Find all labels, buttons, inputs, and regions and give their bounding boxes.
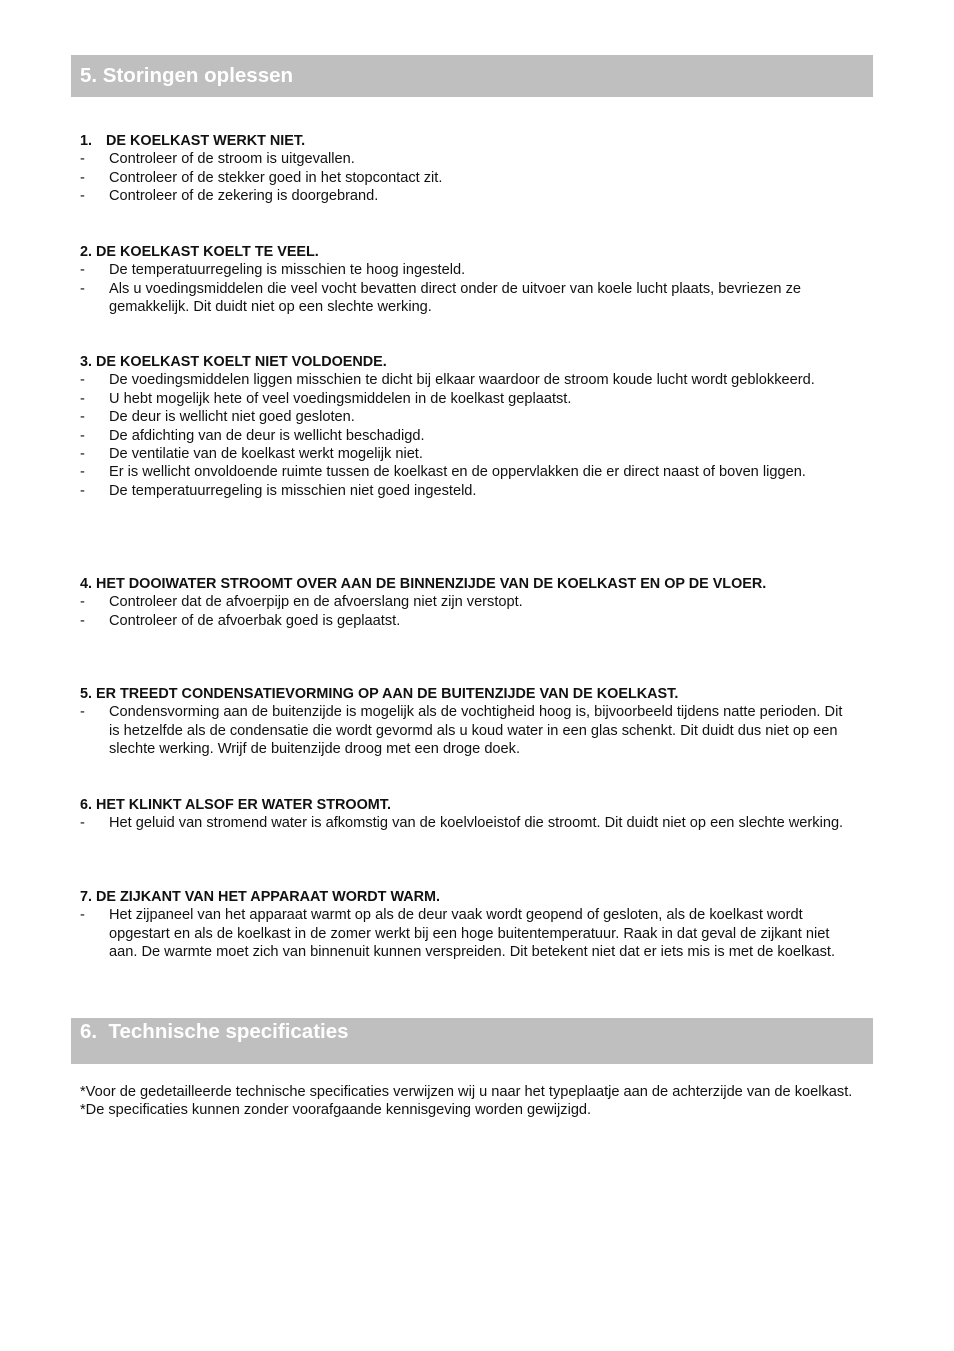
problem-7-list [80, 906, 850, 961]
list-item: - Het zijpaneel van het apparaat warmt op als de deur vaak wordt geopend of gesloten, als de koelkast wordt opgestart en als de koelkast in de zomer werkt bij een hoge buitentemperatuur. Raak in dat geval de zijkant niet aan. De warmte moet zich van binnenuit kunnen verspreiden. Dit betekent niet dat er iets mis is met de koelkast. [80, 907, 836, 961]
problem-6-list [80, 814, 850, 832]
problem-3-list [80, 371, 850, 500]
problem-7 [80, 888, 850, 962]
section-6-title-band [71, 1018, 873, 1064]
problem-6-heading: 6. HET KLINKT ALSOF ER WATER STROOMT. [80, 797, 391, 813]
list-item: - De voedingsmiddelen liggen misschien te dicht bij elkaar waardoor de stroom koude lucht wordt geblokkeerd. [80, 372, 815, 389]
list-item: - Controleer dat de afvoerpijp en de afvoerslang niet zijn verstopt. [80, 594, 523, 611]
problem-2-heading: 2. DE KOELKAST KOELT TE VEEL. [80, 244, 319, 260]
problem-1 [80, 132, 850, 206]
list-item: - Controleer of de stekker goed in het stopcontact zit. [80, 169, 443, 186]
problem-1-heading: 1. DE KOELKAST WERKT NIET. [80, 133, 306, 149]
problem-1-list [80, 150, 850, 205]
list-item: - Controleer of de zekering is doorgebrand. [80, 188, 379, 205]
list-item: - De temperatuurregeling is misschien niet goed ingesteld. [80, 482, 477, 499]
list-item: - Condensvorming aan de buitenzijde is mogelijk als de vochtigheid hoog is, bijvoorbeeld tijdens natte perioden. Dit is hetzelfde als de condensatie die wordt gevormd als u koud water in een glas schenkt. Dit duidt dus niet op een slechte werking. Wrijf de buitenzijde droog met een droge doek. [80, 704, 843, 758]
problem-7-heading: 7. DE ZIJKANT VAN HET APPARAAT WORDT WARM. [80, 889, 441, 905]
problem-2 [80, 243, 850, 317]
problem-6 [80, 796, 850, 833]
problem-5-list [80, 703, 850, 758]
list-item: - Het geluid van stromend water is afkomstig van de koelvloeistof die stroomt. Dit duidt niet op een slechte werking. [80, 815, 844, 832]
section-6-notes [80, 1083, 855, 1120]
list-item: - De deur is wellicht niet goed gesloten. [80, 409, 355, 426]
problem-4-heading: 4. HET DOOIWATER STROOMT OVER AAN DE BINNENZIJDE VAN DE KOELKAST EN OP DE VLOER. [80, 576, 767, 592]
spec-note-1: *Voor de gedetailleerde technische specificaties verwijzen wij u naar het typeplaatje aan de achterzijde van de koelkast. [80, 1084, 853, 1100]
problem-5 [80, 685, 850, 759]
list-item: - Als u voedingsmiddelen die veel vocht bevatten direct onder de uitvoer van koele lucht plaats, bevriezen ze gemakkelijk. Dit duidt niet op een slechte werking. [80, 280, 801, 316]
list-item: - De temperatuurregeling is misschien te hoog ingesteld. [80, 262, 466, 279]
list-item: - Controleer of de stroom is uitgevallen. [80, 151, 355, 168]
list-item: - De ventilatie van de koelkast werkt mogelijk niet. [80, 446, 423, 463]
problem-2-list [80, 261, 850, 316]
list-item: - De afdichting van de deur is wellicht beschadigd. [80, 427, 425, 444]
list-item: - Er is wellicht onvoldoende ruimte tussen de koelkast en de oppervlakken die er direct naast of boven liggen. [80, 464, 806, 481]
section-5-title: 5. Storingen oplessen [80, 64, 294, 87]
problem-3 [80, 353, 850, 500]
list-item: - U hebt mogelijk hete of veel voedingsmiddelen in de koelkast geplaatst. [80, 390, 572, 407]
section-5-title-band [71, 55, 873, 97]
problem-3-heading: 3. DE KOELKAST KOELT NIET VOLDOENDE. [80, 354, 387, 370]
list-item: - Controleer of de afvoerbak goed is geplaatst. [80, 612, 401, 629]
problem-4 [80, 575, 850, 630]
problem-4-list [80, 593, 850, 630]
problem-1-number: 1. [80, 133, 93, 149]
problem-5-heading: 5. ER TREEDT CONDENSATIEVORMING OP AAN DE BUITENZIJDE VAN DE KOELKAST. [80, 686, 679, 702]
section-6-title: 6. Technische specificaties [80, 1020, 349, 1043]
spec-note-2: *De specificaties kunnen zonder voorafgaande kennisgeving worden gewijzigd. [80, 1102, 592, 1119]
